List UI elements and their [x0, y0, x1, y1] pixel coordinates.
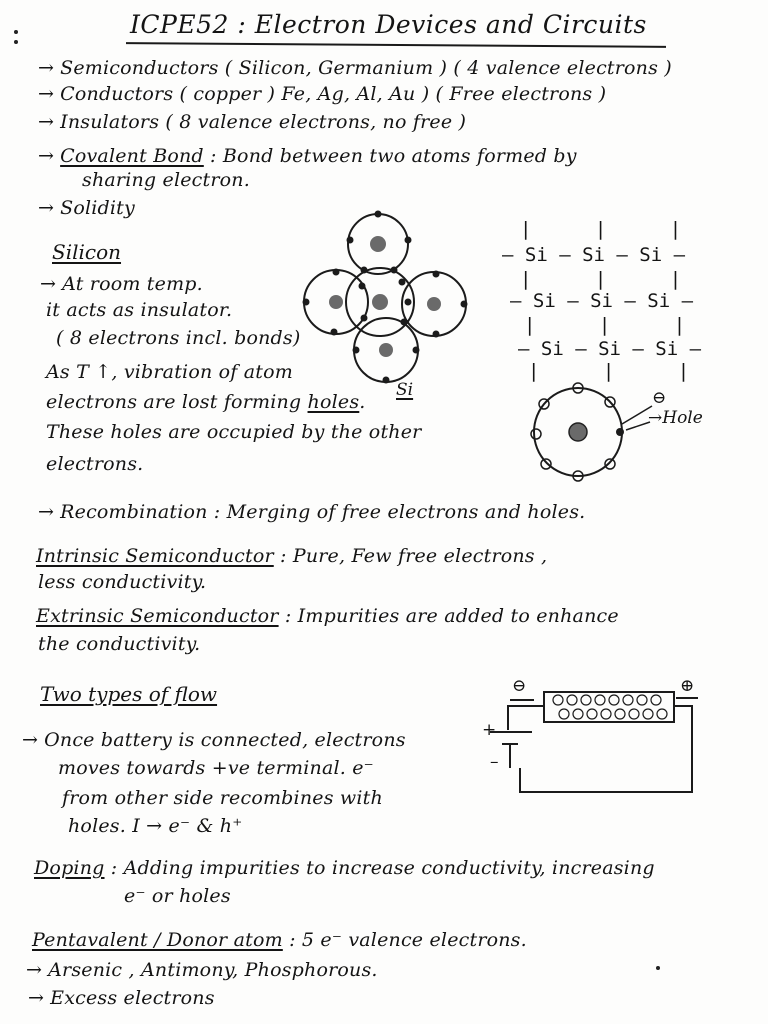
margin-mark: [656, 966, 660, 970]
term-pentavalent-donor-atom: Pentavalent / Donor atom: [32, 929, 283, 951]
note-line-room-temp: → At room temp.: [40, 273, 203, 295]
arrow-icon: →: [28, 987, 45, 1009]
arrow-icon: →: [38, 145, 55, 167]
hole-atom-diagram: [526, 384, 636, 484]
heading-silicon: Silicon: [52, 240, 122, 264]
lattice-bonds-2: | | |: [524, 314, 712, 336]
arrow-icon: →: [38, 501, 55, 523]
note-line-holes: electrons are lost forming holes.: [46, 391, 366, 413]
note-line-doping-cont: e⁻ or holes: [124, 885, 231, 907]
note-line-intrinsic-cont: less conductivity.: [38, 571, 207, 593]
note-line-doping: Doping : Adding impurities to increase conductivity, increasing: [34, 857, 655, 879]
title-underline: [126, 42, 666, 48]
lattice-row-3: – Si – Si – Si –: [518, 338, 702, 360]
term-intrinsic-semiconductor: Intrinsic Semiconductor: [36, 545, 274, 567]
margin-mark: [14, 30, 18, 34]
note-line-occupied: These holes are occupied by the other: [46, 421, 422, 443]
note-line-pentavalent: Pentavalent / Donor atom : 5 e⁻ valence electrons.: [32, 929, 527, 951]
lattice-row-2: – Si – Si – Si –: [510, 290, 694, 312]
note-line-flow-2: moves towards +ve terminal. e⁻: [58, 757, 374, 779]
arrow-icon: →: [22, 729, 39, 751]
arrow-icon: →: [38, 57, 55, 79]
silicon-lattice-diagram: [498, 218, 728, 382]
heading-two-types-of-flow: Two types of flow: [40, 682, 218, 706]
arrow-icon: →: [38, 111, 55, 133]
note-line-extrinsic-cont: the conductivity.: [38, 633, 201, 655]
lattice-bonds-bottom: | | |: [528, 360, 716, 382]
note-line-excess-electrons: → Excess electrons: [28, 987, 215, 1009]
margin-mark: [14, 40, 18, 44]
note-line-conductors: → Conductors ( copper ) Fe, Ag, Al, Au ) ( Free electrons ): [38, 83, 607, 105]
note-line-covalent-cont: sharing electron.: [82, 169, 250, 191]
page-title: ICPE52 : Electron Devices and Circuits: [130, 10, 647, 39]
note-line-flow-3: from other side recombines with: [62, 787, 383, 809]
note-line-semiconductors: → Semiconductors ( Silicon, Germanium ) ( 4 valence electrons ): [38, 57, 672, 79]
term-covalent-bond: Covalent Bond: [60, 145, 204, 167]
term-doping: Doping: [34, 857, 105, 879]
note-line-flow-1: → Once battery is connected, electrons: [22, 729, 406, 751]
lattice-row-1: – Si — Si – Si –: [502, 244, 686, 266]
note-line-8-electrons: ( 8 electrons incl. bonds): [56, 327, 301, 349]
note-line-donor-examples: → Arsenic , Antimony, Phosphorous.: [26, 959, 378, 981]
circuit-plus-symbol: ⊕: [680, 676, 695, 696]
note-line-insulator: it acts as insulator.: [46, 299, 233, 321]
note-line-temperature: As T ↑, vibration of atom: [46, 361, 293, 383]
arrow-icon: →: [40, 273, 57, 295]
arrow-icon: →: [38, 83, 55, 105]
arrow-icon: →: [26, 959, 43, 981]
battery-plus-label: +: [482, 720, 497, 740]
lattice-bonds-top: | | |: [520, 218, 708, 240]
battery-minus-label: –: [490, 752, 499, 772]
lattice-bonds-1: | | |: [520, 268, 708, 290]
circuit-minus-symbol: ⊖: [512, 676, 527, 696]
note-line-intrinsic: Intrinsic Semiconductor : Pure, Few free electrons ,: [36, 545, 548, 567]
term-holes: holes: [307, 391, 360, 413]
electron-minus-symbol: ⊖: [652, 388, 667, 408]
note-line-extrinsic: Extrinsic Semiconductor : Impurities are added to enhance: [36, 605, 619, 627]
note-line-flow-4: holes. I → e⁻ & h⁺: [68, 815, 243, 837]
note-line-solidity: → Solidity: [38, 197, 135, 219]
term-extrinsic-semiconductor: Extrinsic Semiconductor: [36, 605, 279, 627]
note-line-electrons: electrons.: [46, 453, 144, 475]
hole-label: →Hole: [648, 408, 703, 428]
arrow-icon: →: [38, 197, 55, 219]
si-label: Si: [396, 380, 414, 400]
silicon-atom-diagram: [296, 204, 476, 384]
note-line-covalent-bond: → Covalent Bond : Bond between two atoms formed by: [38, 145, 577, 167]
note-line-recombination: → Recombination : Merging of free electrons and holes.: [38, 501, 586, 523]
note-line-insulators: → Insulators ( 8 valence electrons, no free ): [38, 111, 467, 133]
